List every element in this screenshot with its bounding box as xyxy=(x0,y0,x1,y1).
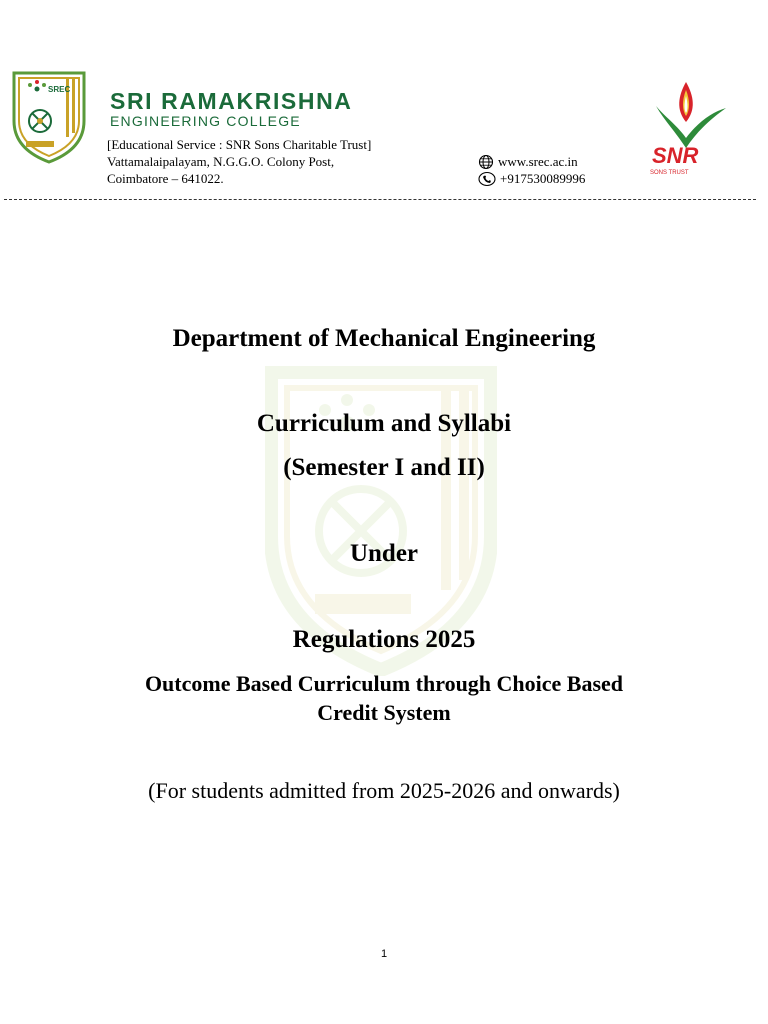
college-subtitle: ENGINEERING COLLEGE xyxy=(110,113,301,129)
address-line-street: Vattamalaipalayam, N.G.G.O. Colony Post, xyxy=(107,154,335,169)
outcome-line-1: Outcome Based Curriculum through Choice Based xyxy=(144,671,624,696)
semester-subtitle: (Semester I and II) xyxy=(283,454,485,481)
phone-icon xyxy=(478,171,496,187)
regulations-title: Regulations 2025 xyxy=(292,626,476,653)
snr-logo-text: SNR xyxy=(652,143,699,168)
department-title: Department of Mechanical Engineering xyxy=(172,325,596,352)
college-name: SRI RAMAKRISHNA xyxy=(110,88,353,114)
website-contact[interactable] xyxy=(478,154,578,170)
curriculum-title: Curriculum and Syllabi xyxy=(256,410,512,437)
phone-text: +917530089996 xyxy=(500,171,586,186)
address-line-trust: [Educational Service : SNR Sons Charitable Trust] xyxy=(107,137,372,152)
address-line-city: Coimbatore – 641022. xyxy=(107,171,224,186)
website-text[interactable]: www.srec.ac.in xyxy=(498,154,578,169)
snr-trust-logo xyxy=(642,78,730,178)
snr-logo-subtext: SONS TRUST xyxy=(650,170,689,176)
globe-icon xyxy=(478,154,494,170)
logo-srec-text: SREC xyxy=(48,85,71,94)
page-number: 1 xyxy=(380,948,388,960)
outcome-line-2: Credit System xyxy=(317,700,451,725)
phone-contact xyxy=(478,171,585,187)
under-label: Under xyxy=(349,540,419,567)
header-divider xyxy=(4,199,756,200)
college-logo xyxy=(10,69,88,165)
students-note: (For students admitted from 2025-2026 and onwards) xyxy=(148,778,620,803)
